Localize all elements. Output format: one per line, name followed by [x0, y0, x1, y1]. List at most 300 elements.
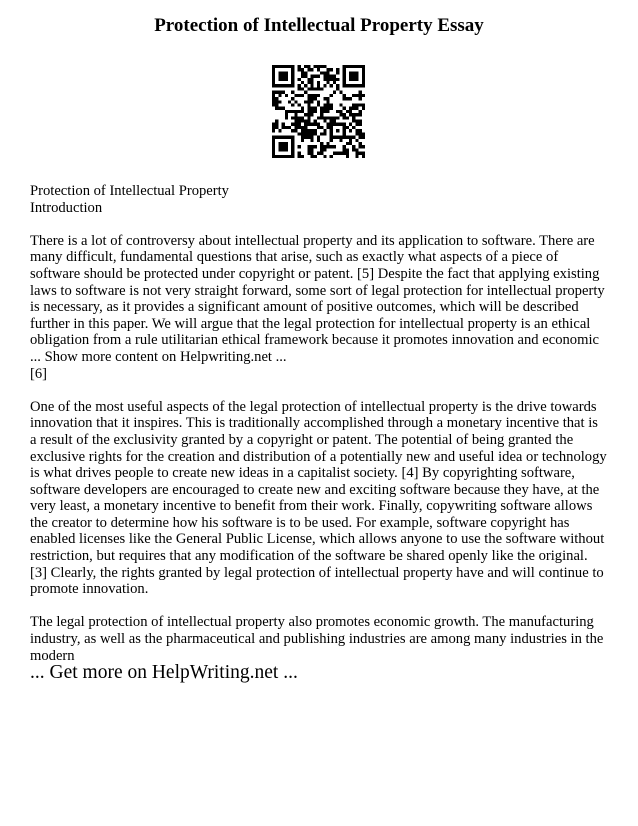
qr-module — [304, 126, 307, 129]
qr-module — [355, 152, 358, 155]
qr-module — [343, 71, 346, 74]
qr-module — [355, 139, 358, 142]
qr-module — [301, 94, 304, 97]
qr-module — [310, 100, 313, 103]
qr-module — [294, 94, 297, 97]
qr-module — [327, 103, 330, 106]
qr-module — [323, 75, 326, 78]
qr-module — [294, 110, 297, 113]
qr-module — [330, 136, 333, 139]
qr-module — [355, 155, 358, 158]
qr-module — [349, 113, 352, 116]
qr-module — [323, 84, 326, 87]
document-title: Protection of Intellectual Property Essay — [154, 15, 484, 36]
qr-module — [291, 84, 294, 87]
qr-module — [330, 145, 333, 148]
qr-module — [336, 123, 339, 126]
qr-module — [310, 110, 313, 113]
qr-module — [278, 94, 281, 97]
qr-module — [282, 145, 285, 148]
qr-module — [349, 97, 352, 100]
qr-module — [323, 78, 326, 81]
qr-module — [301, 107, 304, 110]
qr-module — [307, 113, 310, 116]
qr-module — [320, 132, 323, 135]
qr-module — [336, 78, 339, 81]
qr-module — [362, 152, 365, 155]
qr-module — [307, 152, 310, 155]
qr-module — [310, 123, 313, 126]
qr-module — [291, 97, 294, 100]
qr-module — [317, 100, 320, 103]
qr-module — [352, 78, 355, 81]
qr-module — [272, 100, 275, 103]
qr-module — [317, 103, 320, 106]
qr-module — [327, 97, 330, 100]
qr-module — [275, 120, 278, 123]
qr-module — [307, 103, 310, 106]
qr-module — [336, 71, 339, 74]
qr-module — [310, 84, 313, 87]
qr-module — [355, 129, 358, 132]
qr-module — [320, 87, 323, 90]
qr-module — [317, 84, 320, 87]
qr-module — [278, 145, 281, 148]
qr-module — [285, 113, 288, 116]
qr-module — [314, 75, 317, 78]
qr-code-icon — [272, 65, 365, 158]
qr-module — [317, 94, 320, 97]
qr-module — [343, 136, 346, 139]
qr-code-graphic — [272, 65, 365, 158]
qr-module — [327, 126, 330, 129]
qr-module — [304, 71, 307, 74]
qr-module — [343, 152, 346, 155]
qr-module — [304, 136, 307, 139]
qr-module — [352, 113, 355, 116]
qr-module — [323, 110, 326, 113]
qr-module — [272, 94, 275, 97]
qr-module — [275, 136, 278, 139]
qr-module — [282, 123, 285, 126]
qr-module — [333, 78, 336, 81]
qr-module — [346, 116, 349, 119]
qr-module — [291, 110, 294, 113]
qr-module — [355, 75, 358, 78]
qr-module — [359, 120, 362, 123]
qr-module — [291, 68, 294, 71]
qr-module — [330, 132, 333, 135]
qr-module — [275, 84, 278, 87]
qr-module — [336, 68, 339, 71]
qr-module — [317, 136, 320, 139]
qr-module — [304, 91, 307, 94]
qr-module — [285, 84, 288, 87]
qr-module — [355, 120, 358, 123]
qr-module — [272, 145, 275, 148]
qr-module — [298, 155, 301, 158]
qr-module — [330, 75, 333, 78]
qr-module — [298, 87, 301, 90]
paragraph-3: The legal protection of intellectual property also promotes economic growth. The manufacturing industry, as well as the pharmaceutical and publishing industries are among many industries in the modern — [30, 614, 604, 664]
qr-module — [317, 87, 320, 90]
qr-module — [352, 136, 355, 139]
qr-module — [272, 123, 275, 126]
qr-module — [323, 132, 326, 135]
qr-module — [285, 78, 288, 81]
qr-module — [349, 129, 352, 132]
qr-module — [346, 65, 349, 68]
qr-module — [333, 152, 336, 155]
qr-module — [288, 155, 291, 158]
qr-module — [307, 87, 310, 90]
qr-module — [282, 155, 285, 158]
qr-module — [282, 71, 285, 74]
qr-module — [323, 71, 326, 74]
heading-line-1: Protection of Intellectual Property — [30, 183, 229, 199]
qr-module — [336, 152, 339, 155]
qr-module — [359, 91, 362, 94]
qr-module — [310, 145, 313, 148]
qr-module — [359, 152, 362, 155]
qr-module — [310, 155, 313, 158]
qr-module — [317, 123, 320, 126]
qr-module — [298, 123, 301, 126]
qr-module — [307, 123, 310, 126]
qr-module — [343, 94, 346, 97]
qr-module — [314, 97, 317, 100]
qr-module — [307, 129, 310, 132]
qr-module — [285, 116, 288, 119]
qr-module — [327, 145, 330, 148]
qr-module — [352, 145, 355, 148]
qr-module — [272, 71, 275, 74]
qr-module — [304, 84, 307, 87]
qr-module — [285, 110, 288, 113]
qr-module — [272, 65, 275, 68]
qr-module — [359, 113, 362, 116]
qr-module — [323, 65, 326, 68]
qr-module — [362, 94, 365, 97]
qr-module — [317, 152, 320, 155]
qr-module — [301, 71, 304, 74]
qr-module — [275, 97, 278, 100]
qr-module — [275, 123, 278, 126]
document-body — [30, 183, 608, 681]
qr-module — [355, 132, 358, 135]
qr-module — [298, 78, 301, 81]
qr-module — [336, 87, 339, 90]
qr-module — [307, 100, 310, 103]
qr-module — [310, 97, 313, 100]
qr-module — [349, 107, 352, 110]
qr-module — [327, 116, 330, 119]
qr-module — [291, 123, 294, 126]
qr-module — [349, 84, 352, 87]
qr-module — [320, 145, 323, 148]
qr-module — [298, 94, 301, 97]
qr-module — [352, 94, 355, 97]
qr-module — [282, 65, 285, 68]
qr-module — [285, 145, 288, 148]
qr-module — [327, 107, 330, 110]
qr-module — [288, 84, 291, 87]
qr-module — [298, 65, 301, 68]
qr-module — [346, 155, 349, 158]
qr-module — [278, 71, 281, 74]
qr-module — [272, 97, 275, 100]
qr-module — [310, 113, 313, 116]
qr-module — [304, 120, 307, 123]
qr-module — [346, 136, 349, 139]
qr-module — [339, 103, 342, 106]
qr-module — [307, 68, 310, 71]
qr-module — [327, 71, 330, 74]
qr-module — [307, 148, 310, 151]
qr-module — [333, 81, 336, 84]
qr-module — [307, 107, 310, 110]
qr-module — [355, 107, 358, 110]
qr-module — [346, 110, 349, 113]
qr-module — [272, 152, 275, 155]
qr-module — [362, 75, 365, 78]
qr-module — [343, 107, 346, 110]
qr-module — [355, 71, 358, 74]
qr-module — [310, 136, 313, 139]
qr-module — [298, 120, 301, 123]
qr-module — [362, 78, 365, 81]
qr-module — [314, 65, 317, 68]
qr-module — [330, 126, 333, 129]
paragraph-1-block — [30, 233, 608, 382]
qr-module — [320, 110, 323, 113]
qr-module — [301, 68, 304, 71]
qr-module — [291, 75, 294, 78]
qr-module — [294, 116, 297, 119]
qr-module — [355, 65, 358, 68]
qr-module — [291, 91, 294, 94]
qr-module — [278, 75, 281, 78]
qr-module — [282, 136, 285, 139]
qr-module — [301, 116, 304, 119]
qr-module — [304, 129, 307, 132]
qr-module — [343, 97, 346, 100]
qr-module — [301, 136, 304, 139]
qr-module — [323, 107, 326, 110]
qr-module — [343, 68, 346, 71]
qr-module — [349, 123, 352, 126]
qr-module — [359, 145, 362, 148]
qr-module — [285, 126, 288, 129]
qr-module — [339, 110, 342, 113]
qr-module — [310, 87, 313, 90]
qr-module — [291, 103, 294, 106]
qr-module — [359, 84, 362, 87]
qr-module — [323, 103, 326, 106]
qr-module — [298, 145, 301, 148]
qr-module — [314, 145, 317, 148]
qr-module — [294, 113, 297, 116]
qr-module — [362, 65, 365, 68]
qr-module — [291, 129, 294, 132]
qr-module — [272, 155, 275, 158]
qr-module — [282, 78, 285, 81]
qr-module — [352, 120, 355, 123]
qr-module — [327, 75, 330, 78]
qr-module — [301, 120, 304, 123]
qr-module — [359, 123, 362, 126]
qr-module — [349, 136, 352, 139]
qr-module — [291, 155, 294, 158]
qr-module — [282, 148, 285, 151]
qr-module — [272, 68, 275, 71]
qr-module — [285, 136, 288, 139]
qr-module — [272, 148, 275, 151]
qr-module — [320, 152, 323, 155]
qr-module — [343, 81, 346, 84]
qr-module — [272, 78, 275, 81]
qr-module — [339, 136, 342, 139]
qr-module — [272, 75, 275, 78]
qr-module — [327, 81, 330, 84]
qr-module — [352, 148, 355, 151]
qr-module — [285, 65, 288, 68]
qr-module — [362, 81, 365, 84]
qr-module — [307, 116, 310, 119]
qr-module — [327, 110, 330, 113]
qr-module — [301, 155, 304, 158]
qr-module — [349, 78, 352, 81]
qr-module — [278, 142, 281, 145]
paragraph-2: One of the most useful aspects of the legal protection of intellectual property is the drive towards innovation that it inspires. This is traditionally accomplished through a monetary incentive that is a result of the exclusivity granted by a copyright or patent. The potential of being granted the exclusive rights for the creation and distribution of a potentially new and useful idea or technology is what drives people to create new ideas in a capitalist society. [4] By copyrighting software, software developers are encouraged to create new and exciting software because they have, at the very least, a monetary incentive to benefit from their work. Finally, copywriting software allows the creator to determine how his software is to be used. For example, software copyright has enabled licenses like the General Public License, which allows anyone to use the software without restriction, but requires that any modification of the software be shared openly like the original. [3] Clearly, the rights granted by legal protection of intellectual property have and will continue to promote innovation. — [30, 398, 607, 598]
qr-module — [362, 155, 365, 158]
qr-module — [355, 113, 358, 116]
qr-module — [355, 103, 358, 106]
qr-module — [359, 142, 362, 145]
qr-module — [291, 148, 294, 151]
qr-module — [278, 148, 281, 151]
qr-module — [314, 155, 317, 158]
qr-module — [291, 65, 294, 68]
qr-module — [285, 94, 288, 97]
qr-module — [330, 155, 333, 158]
qr-module — [352, 107, 355, 110]
qr-module — [307, 65, 310, 68]
qr-module — [333, 116, 336, 119]
qr-module — [317, 116, 320, 119]
qr-module — [272, 139, 275, 142]
qr-module — [304, 132, 307, 135]
qr-module — [294, 126, 297, 129]
qr-module — [285, 75, 288, 78]
qr-module — [339, 113, 342, 116]
qr-module — [282, 126, 285, 129]
qr-module — [349, 139, 352, 142]
qr-module — [288, 100, 291, 103]
qr-module — [307, 81, 310, 84]
qr-module — [314, 94, 317, 97]
qr-module — [323, 145, 326, 148]
qr-module — [333, 75, 336, 78]
qr-module — [330, 84, 333, 87]
qr-module — [362, 68, 365, 71]
qr-module — [339, 139, 342, 142]
qr-module — [291, 142, 294, 145]
qr-module — [327, 68, 330, 71]
qr-module — [310, 132, 313, 135]
qr-module — [291, 136, 294, 139]
qr-module — [298, 132, 301, 135]
qr-module — [362, 71, 365, 74]
qr-module — [317, 68, 320, 71]
qr-module — [323, 120, 326, 123]
qr-module — [352, 84, 355, 87]
qr-module — [323, 155, 326, 158]
qr-module — [359, 103, 362, 106]
qr-module — [362, 132, 365, 135]
qr-module — [307, 145, 310, 148]
qr-module — [314, 132, 317, 135]
qr-module — [317, 126, 320, 129]
qr-module — [339, 123, 342, 126]
qr-module — [333, 120, 336, 123]
qr-module — [301, 87, 304, 90]
get-more-link[interactable]: ... Get more on HelpWriting.net ... — [30, 662, 298, 683]
qr-module — [288, 110, 291, 113]
qr-module — [310, 68, 313, 71]
qr-module — [330, 139, 333, 142]
qr-module — [349, 142, 352, 145]
qr-module — [343, 129, 346, 132]
qr-module — [352, 116, 355, 119]
qr-module — [362, 107, 365, 110]
qr-module — [285, 142, 288, 145]
qr-module — [310, 152, 313, 155]
qr-module — [359, 94, 362, 97]
qr-module — [355, 123, 358, 126]
qr-module — [330, 103, 333, 106]
qr-module — [310, 75, 313, 78]
qr-module — [310, 129, 313, 132]
qr-module — [320, 107, 323, 110]
qr-module — [278, 84, 281, 87]
qr-module — [343, 126, 346, 129]
qr-module — [275, 126, 278, 129]
qr-module — [359, 97, 362, 100]
qr-module — [304, 65, 307, 68]
qr-module — [343, 132, 346, 135]
qr-module — [307, 94, 310, 97]
qr-module — [314, 120, 317, 123]
heading-block — [30, 183, 608, 216]
qr-module — [272, 84, 275, 87]
qr-module — [291, 145, 294, 148]
qr-module — [359, 129, 362, 132]
qr-module — [362, 145, 365, 148]
qr-module — [275, 103, 278, 106]
qr-module — [362, 136, 365, 139]
qr-module — [343, 116, 346, 119]
qr-module — [272, 129, 275, 132]
qr-module — [301, 126, 304, 129]
qr-module — [278, 91, 281, 94]
qr-module — [352, 126, 355, 129]
qr-module — [349, 110, 352, 113]
qr-module — [278, 129, 281, 132]
qr-module — [285, 155, 288, 158]
qr-module — [278, 155, 281, 158]
qr-module — [298, 152, 301, 155]
